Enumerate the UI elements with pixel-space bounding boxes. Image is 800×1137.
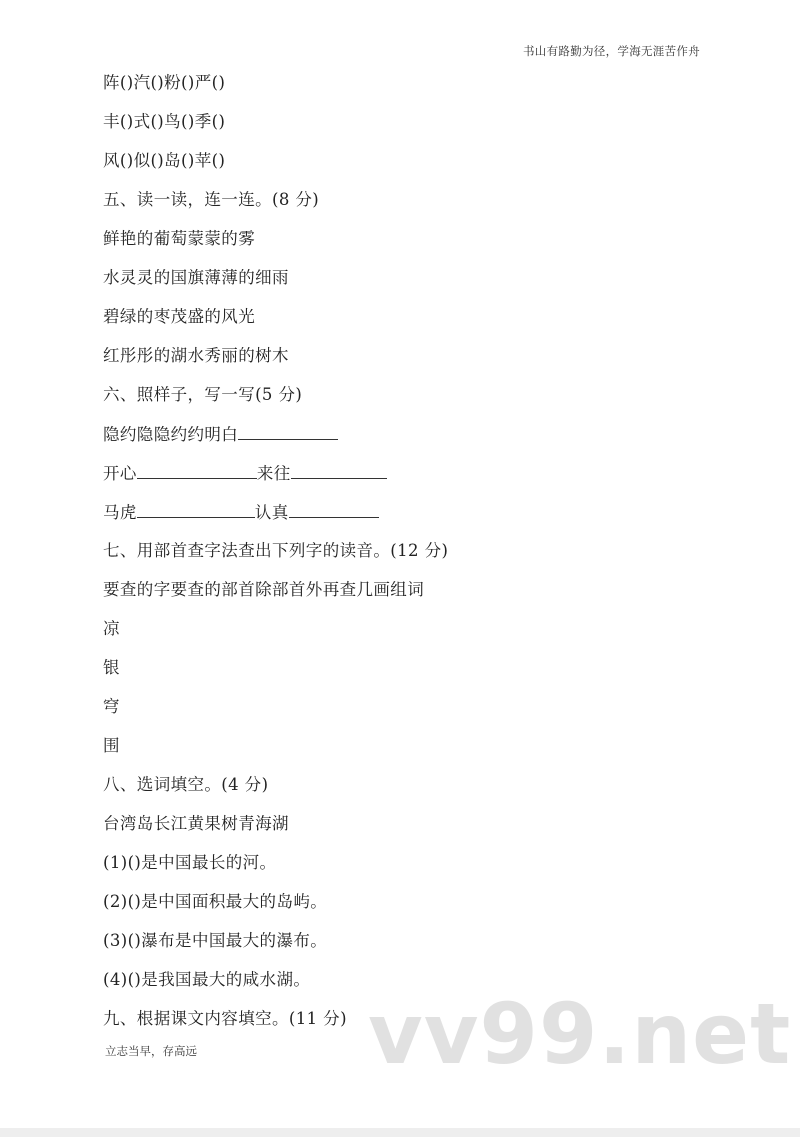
lookup-char: 银 bbox=[103, 658, 120, 677]
lookup-char: 围 bbox=[103, 736, 120, 755]
fill-question-2: (2)()是中国面积最大的岛屿。 bbox=[103, 892, 328, 911]
fill-question-4: (4)()是我国最大的咸水湖。 bbox=[103, 970, 311, 989]
section-8-title: 八、选词填空。(4 分) bbox=[103, 775, 269, 794]
header-motto: 书山有路勤为径，学海无涯苦作舟 bbox=[523, 44, 700, 58]
section-9-title: 九、根据课文内容填空。(11 分) bbox=[103, 1009, 347, 1028]
watermark-text: vv99.net bbox=[368, 985, 792, 1083]
section-6-title: 六、照样子，写一写(5 分) bbox=[103, 385, 303, 404]
exercise-word: 来往 bbox=[256, 464, 291, 483]
answer-blank bbox=[137, 497, 255, 518]
exercise-word: 开心 bbox=[103, 464, 137, 483]
example-text: 隐约隐隐约约明白 bbox=[103, 425, 239, 444]
exercise-row-1 bbox=[103, 458, 723, 497]
match-row-4: 红彤彤的湖水秀丽的树木 bbox=[103, 346, 289, 365]
exercise-word: 认真 bbox=[254, 503, 289, 522]
word-bank: 台湾岛长江黄果树青海湖 bbox=[103, 814, 289, 833]
answer-blank bbox=[137, 458, 257, 479]
answer-blank bbox=[291, 458, 387, 479]
char-fill-row-3: 风()似()岛()苹() bbox=[103, 151, 226, 170]
page-bottom-edge bbox=[0, 1128, 800, 1137]
section-5-title: 五、读一读，连一连。(8 分) bbox=[103, 190, 320, 209]
match-row-2: 水灵灵的国旗薄薄的细雨 bbox=[103, 268, 289, 287]
match-row-3: 碧绿的枣茂盛的风光 bbox=[103, 307, 256, 326]
worksheet-content bbox=[103, 68, 723, 1043]
section-7-title: 七、用部首查字法查出下列字的读音。(12 分) bbox=[103, 541, 449, 560]
fill-question-1: (1)()是中国最长的河。 bbox=[103, 853, 277, 872]
char-fill-row-1: 阵()汽()粉()严() bbox=[103, 73, 226, 92]
example-row bbox=[103, 419, 723, 458]
match-row-1: 鲜艳的葡萄蒙蒙的雾 bbox=[103, 229, 256, 248]
exercise-row-2 bbox=[103, 497, 723, 536]
fill-question-3: (3)()瀑布是中国最大的瀑布。 bbox=[103, 931, 328, 950]
lookup-char: 穹 bbox=[103, 697, 120, 716]
answer-blank bbox=[289, 497, 379, 518]
exercise-word: 马虎 bbox=[103, 503, 137, 522]
answer-blank bbox=[238, 419, 338, 440]
lookup-table-header: 要查的字要查的部首除部首外再查几画组词 bbox=[103, 580, 425, 599]
char-fill-row-2: 丰()式()鸟()季() bbox=[103, 112, 226, 131]
lookup-char: 凉 bbox=[103, 619, 120, 638]
footer-motto: 立志当早，存高远 bbox=[105, 1044, 197, 1058]
